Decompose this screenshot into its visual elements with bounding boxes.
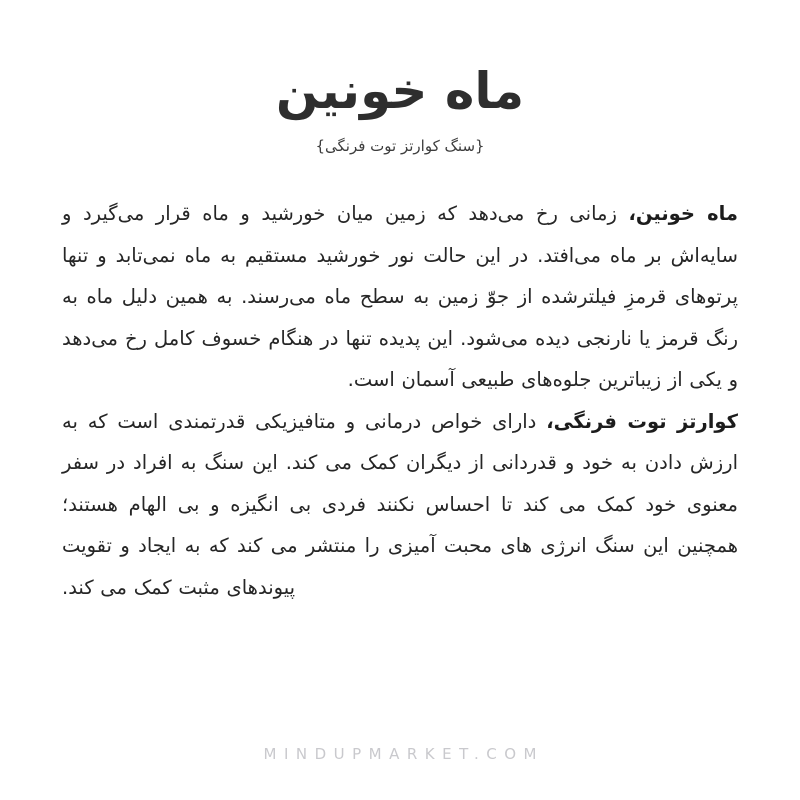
page-title: ماه خونین — [275, 62, 525, 120]
document-footer — [0, 744, 800, 763]
document-header — [0, 0, 800, 157]
paragraph-text: دارای خواص درمانی و متافیزیکی قدرتمندی است که به ارزش دادن به خود و قدردانی از دیگران کمک می کند. این سنگ به افراد در سفر معنوی خود کمک می کند تا احساس نکنند فردی بی انگیزه و بی الهام هستند؛ همچنین این سنگ انرژی های محبت آمیزی را منتشر می کند که به ایجاد و تقویت پیوندهای مثبت کمک می کند. — [62, 409, 738, 599]
paragraph-lead-term: ماه خونین، — [628, 202, 738, 225]
paragraph-blood-moon — [62, 193, 738, 401]
brand-watermark: MINDUPMARKET.COM — [263, 745, 544, 763]
page-subtitle: {سنگ کوارتز توت فرنگی} — [315, 137, 485, 155]
paragraph-lead-term: کوارتز توت فرنگی، — [546, 409, 738, 433]
paragraph-strawberry-quartz — [62, 401, 738, 609]
paragraph-text: زمانی رخ می‌دهد که زمین میان خورشید و ماه قرار می‌گیرد و سایه‌اش بر ماه می‌افتد. در این حالت نور خورشید مستقیم به ماه نمی‌تابد و تنها پرتوهای قرمزِ فیلترشده از جوّ زمین به سطح ماه می‌رسند. به همین دلیل ماه به رنگ قرمز یا نارنجی دیده می‌شود. این پدیده تنها در هنگام خسوف کامل رخ می‌دهد و یکی از زیباترین جلوه‌های طبیعی آسمان است. — [62, 202, 738, 391]
article-body — [62, 193, 738, 608]
